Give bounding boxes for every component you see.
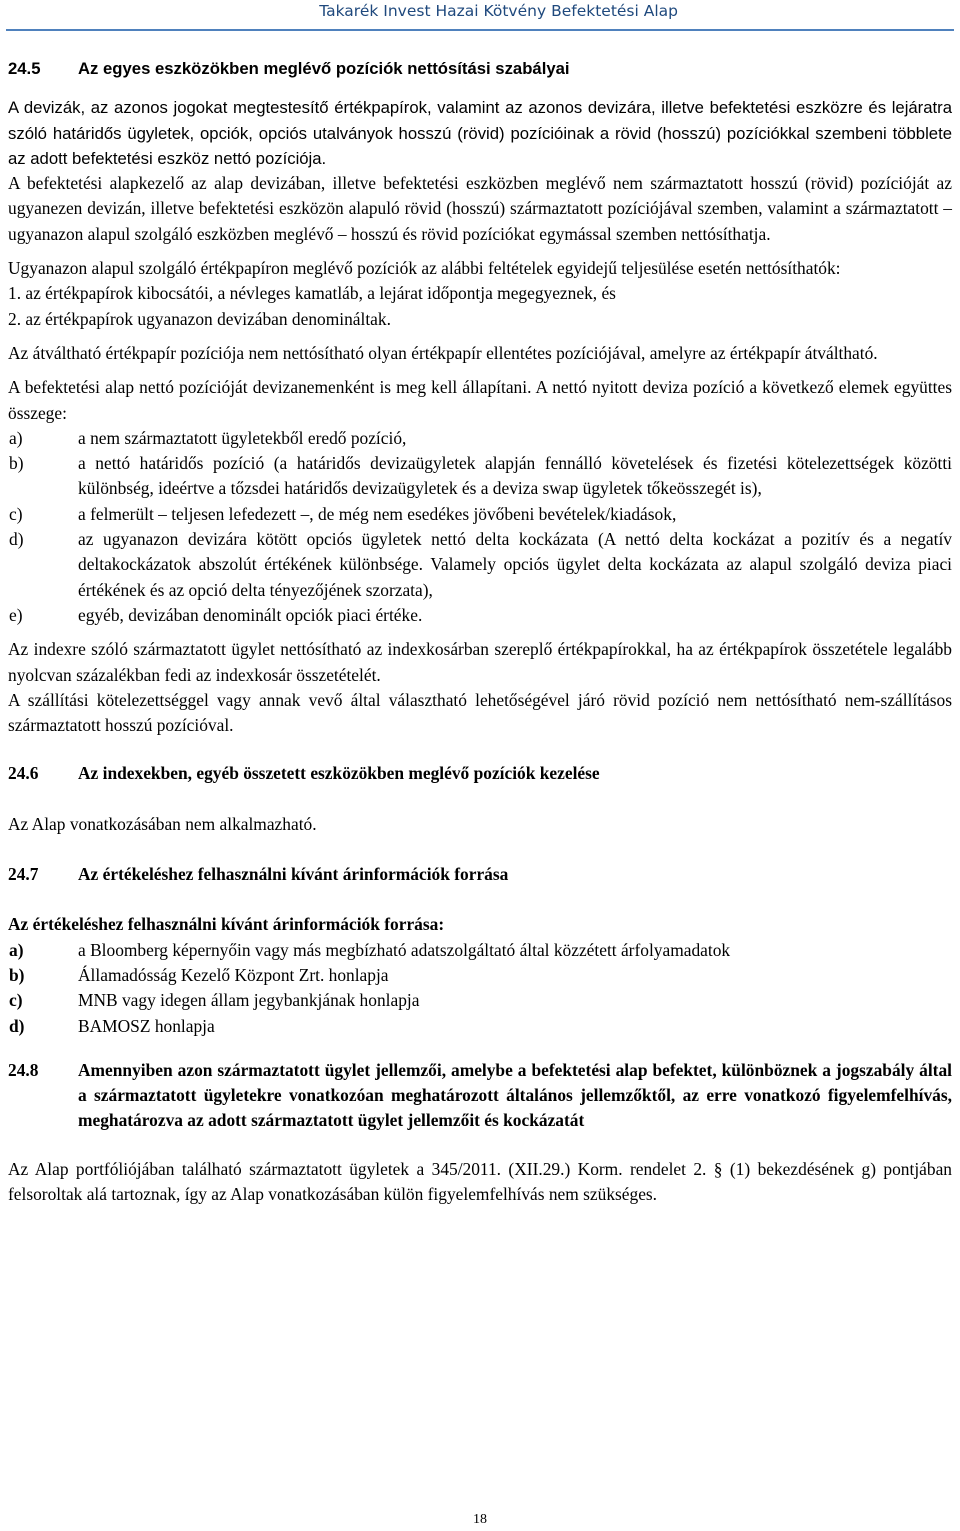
- list-item-label: b): [9, 453, 24, 474]
- paragraph-delivery-obligation: A szállítási kötelezettséggel vagy annak vevő által választható lehetőségével járó rövid pozíció nem nettósítható nem-szállításos származtatott hosszú pozícióval.: [8, 689, 952, 736]
- list-item: [8, 502, 952, 527]
- list-item-text: MNB vagy idegen állam jegybankjának honlapja: [78, 990, 420, 1011]
- paragraph-conditions-intro: Ugyanazon alapul szolgáló értékpapíron meglévő pozíciók az alábbi feltételek egyidejű teljesülése esetén nettósíthatók:: [8, 258, 841, 279]
- list-item-label: c): [9, 990, 23, 1011]
- list-item-text: az ugyanazon devizára kötött opciós ügyletek nettó delta kockázata (A nettó delta kockázat a pozitív és a negatív deltakockázatok abszolút értékének különbsége. Valamely opciós ügylet delta kockázata az alapul szolgáló deviza piaci értékének és az opció delta tényezőjének szorzata),: [78, 529, 952, 600]
- section-title: Az értékeléshez felhasználni kívánt árinformációk forrása: [78, 864, 509, 885]
- section-title: Az egyes eszközökben meglévő pozíciók nettósítási szabályai: [78, 59, 570, 78]
- list-item-label: e): [9, 604, 23, 625]
- list-item: [8, 938, 952, 963]
- section-heading-24-5: [8, 56, 952, 81]
- list-item-text: a Bloomberg képernyőin vagy más megbízható adatszolgáltató által közzétett árfolyamadatok: [78, 939, 731, 960]
- list-item-label: a): [9, 939, 24, 960]
- fx-position-elements-list: [8, 426, 952, 628]
- list-item: [8, 963, 952, 988]
- list-item-label: b): [9, 964, 25, 985]
- paragraph-fx-position: A befektetési alap nettó pozícióját devizanemenként is meg kell állapítani. A nettó nyitott deviza pozíció a következő elemek együttes összege:: [8, 377, 952, 423]
- paragraph-derivatives-notice: Az Alap portfóliójában található származtatott ügyletek a 345/2011. (XII.29.) Korm. rendelet 2. § (1) bekezdésének g) pontjában felsoroltak alá tartoznak, így az Alap vonatkozásában külön figyelemfelhívás nem szükséges.: [8, 1158, 952, 1204]
- section-number: 24.7: [8, 864, 39, 885]
- condition-1: 1. az értékpapírok kibocsátói, a névleges kamatláb, a lejárat időpontja megegyeznek, és: [8, 283, 616, 304]
- section-heading-24-8: [8, 1058, 952, 1134]
- paragraph-net-position: A devizák, az azonos jogokat megtestesítő értékpapírok, valamint az azonos devizára, illetve befektetési eszközre és lejáratra szóló határidős ügyletek, opciók, opciós utalványok hosszú (rövid) pozícióinak a rövid (hosszú) pozíciókkal szembeni többlete az adott befektetési eszköz nettó pozíciója.: [8, 98, 952, 168]
- running-header-title: Takarék Invest Hazai Kötvény Befektetési Alap: [319, 2, 678, 20]
- price-source-list: [8, 938, 952, 1039]
- section-heading-24-6: [8, 761, 952, 786]
- section-heading-24-7: [8, 862, 952, 887]
- section-title: Amennyiben azon származtatott ügylet jellemzői, amelybe a befektetési alap befektet, különböznek a jogszabály által a származtatott ügyletekre vonatkozóan meghatározott általános jellemzőktől, az erre vonatkozó figyelemfelhívás, meghatározva az adott származtatott ügylet jellemzőit és kockázatát: [78, 1059, 952, 1131]
- list-item: [8, 988, 952, 1013]
- paragraph-index-netting: Az indexre szóló származtatott ügylet nettósítható az indexkosárban szereplő értékpapírokkal, ha az értékpapírok összetétele legalább nyolcvan százalékban fedi az indexkosár összetételét.: [8, 639, 952, 685]
- list-item: [8, 527, 952, 603]
- list-item-text: egyéb, devizában denominált opciók piaci értéke.: [78, 604, 423, 625]
- price-source-subheading: Az értékeléshez felhasználni kívánt árinformációk forrása:: [8, 914, 445, 935]
- list-item-text: a felmerült – teljesen lefedezett –, de még nem esedékes jövőbeni bevételek/kiadások,: [78, 503, 677, 524]
- header-rule: [6, 29, 954, 31]
- list-item: [8, 426, 952, 451]
- paragraph-convertible: Az átváltható értékpapír pozíciója nem nettósítható olyan értékpapír ellentétes pozíciójával, amelyre az értékpapír átváltható.: [8, 342, 878, 363]
- list-item-label: c): [9, 503, 23, 524]
- section-number: 24.6: [8, 763, 39, 784]
- list-item-text: BAMOSZ honlapja: [78, 1015, 215, 1036]
- section-title: Az indexekben, egyéb összetett eszközökben meglévő pozíciók kezelése: [78, 763, 600, 784]
- list-item-text: a nettó határidős pozíció (a határidős devizaügyletek alapján fennálló követelések és fizetési kötelezettségek közötti különbség, ideértve a tőzsdei határidős devizaügyletek és a deviza swap ügyletek tőkeösszegét is),: [78, 453, 952, 499]
- list-item-text: Államadósság Kezelő Központ Zrt. honlapja: [78, 964, 389, 985]
- section-number: 24.8: [8, 1059, 39, 1080]
- paragraph-not-applicable: Az Alap vonatkozásában nem alkalmazható.: [8, 813, 317, 834]
- condition-2: 2. az értékpapírok ugyanazon devizában denomináltak.: [8, 308, 391, 329]
- document-body: [8, 56, 952, 1207]
- section-number: 24.5: [8, 59, 41, 78]
- list-item-text: a nem származtatott ügyletekből eredő pozíció,: [78, 427, 407, 448]
- list-item-label: a): [9, 427, 23, 448]
- list-item: [8, 603, 952, 628]
- list-item-label: d): [9, 1015, 25, 1036]
- page-number: 18: [473, 1512, 487, 1527]
- paragraph-netting-rule: A befektetési alapkezelő az alap devizában, illetve befektetési eszközben meglévő nem származtatott hosszú (rövid) pozícióját az ugyanezen devizán, illetve befektetési eszközön alapuló rövid (hosszú) származtatott pozíciójával szemben, valamint a származtatott – ugyanazon alapul szolgáló eszközben meglévő – hosszú és rövid pozíciókat egymással szemben nettósíthatja.: [8, 173, 952, 244]
- list-item-label: d): [9, 529, 24, 550]
- list-item: [8, 451, 952, 502]
- list-item: [8, 1014, 952, 1039]
